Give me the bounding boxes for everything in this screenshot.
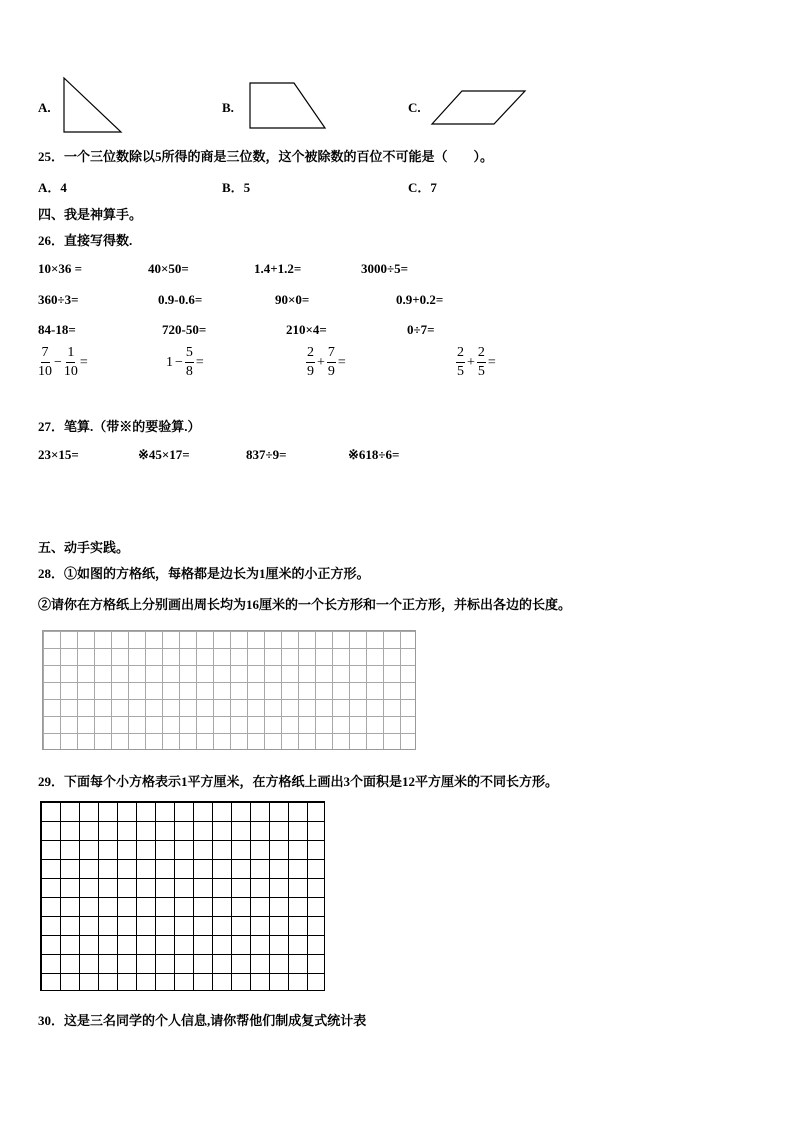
calc-item: 0÷7= [407,322,435,337]
calc-item: 90×0= [275,292,310,307]
calc-item: 0.9-0.6= [158,292,203,307]
written-calc-item: 837÷9= [246,447,287,462]
question-30: 30．这是三名同学的个人信息,请你帮他们制成复式统计表 [38,1013,367,1028]
question-27-title: 27．笔算.（带※的要验算.） [38,419,201,434]
calc-item: 3000÷5= [361,261,409,276]
section-5-title: 五、动手实践。 [38,540,130,555]
fraction-expression: $\frac{7}{10}$ − $\frac{1}{10}$ = [38,345,88,379]
right-triangle-icon [62,76,124,134]
calc-item: 10×36 = [38,261,83,276]
grid-paper-28 [42,630,416,750]
parallelogram-icon [430,89,528,127]
option-b-label: B. [222,100,234,115]
fraction-expression: $\frac{2}{9}$ + $\frac{7}{9}$ = [307,345,346,379]
q25-option-b: B．5 [222,180,251,195]
trapezoid-icon [248,81,328,131]
fraction-expression: $\frac{2}{5}$ + $\frac{2}{5}$ = [457,345,496,379]
calc-item: 360÷3= [38,292,79,307]
written-calc-item: ※618÷6= [348,447,400,462]
question-29: 29．下面每个小方格表示1平方厘米，在方格纸上画出3个面积是12平方厘米的不同长方形。 [38,774,559,789]
option-a-label: A. [38,100,51,115]
question-28-line2: ②请你在方格纸上分别画出周长均为16厘米的一个长方形和一个正方形，并标出各边的长度。 [38,597,572,612]
calc-item: 720-50= [162,322,207,337]
calc-item: 1.4+1.2= [254,261,302,276]
written-calc-item: 23×15= [38,447,79,462]
question-28-line1: 28．①如图的方格纸，每格都是边长为1厘米的小正方形。 [38,566,370,581]
question-25: 25．一个三位数除以5所得的商是三位数，这个被除数的百位不可能是（ ）。 [38,149,494,164]
written-calc-item: ※45×17= [138,447,190,462]
question-26-title: 26．直接写得数. [38,233,133,248]
section-4-title: 四、我是神算手。 [38,207,143,222]
fraction-expression: 1 − $\frac{5}{8}$ = [166,345,204,379]
q25-option-a: A．4 [38,180,67,195]
calc-item: 84-18= [38,322,76,337]
calc-item: 0.9+0.2= [396,292,444,307]
calc-item: 40×50= [148,261,189,276]
option-c-label: C. [408,100,421,115]
grid-paper-29 [40,801,325,991]
calc-item: 210×4= [286,322,327,337]
q25-option-c: C．7 [408,180,437,195]
